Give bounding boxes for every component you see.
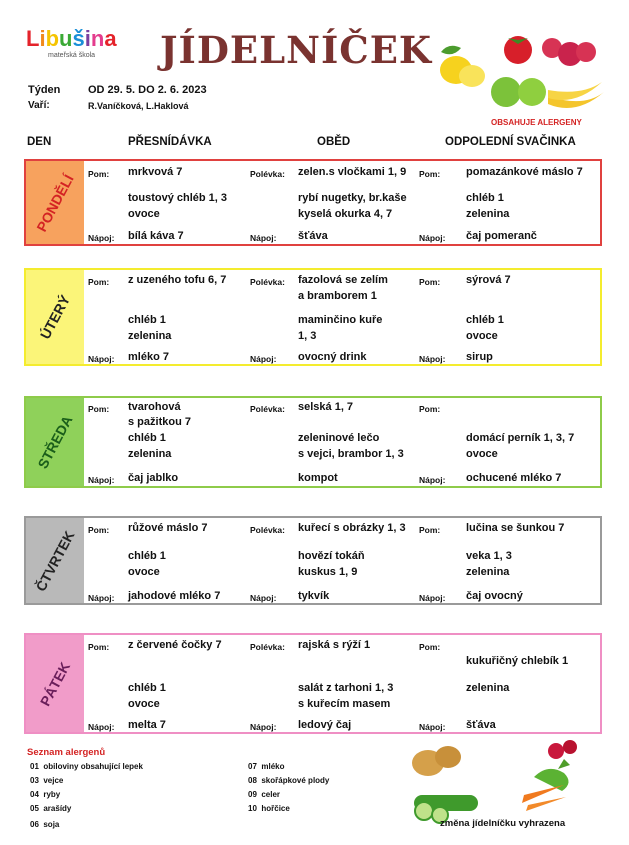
pom-label: Pom:: [419, 277, 441, 287]
day-name: PÁTEK: [36, 658, 74, 709]
day-band: [26, 398, 84, 486]
vegetables-illustration: [404, 737, 604, 827]
breakfast-drink: melta 7: [128, 719, 166, 731]
allergen-code: 01: [30, 762, 39, 771]
allergen-name: mléko: [261, 762, 285, 771]
column-breakfast: PŘESNÍDÁVKA: [128, 136, 212, 148]
soup-item: fazolová se zelím: [298, 274, 388, 286]
allergen-legend-item: [248, 762, 284, 771]
allergen-code: 08: [248, 776, 257, 785]
breakfast-item: z uzeného tofu 6, 7: [128, 274, 227, 286]
soup-label: Polévka:: [250, 169, 285, 179]
allergens-note: OBSAHUJE ALERGENY: [491, 118, 582, 127]
snack-item: sýrová 7: [466, 274, 511, 286]
page-title: JÍDELNÍČEK: [160, 28, 433, 72]
logo-letter: a: [104, 26, 117, 51]
allergen-legend-item: [248, 776, 329, 785]
allergen-code: 09: [248, 790, 257, 799]
pom-label: Pom:: [419, 404, 441, 414]
lunch-item: kyselá okurka 4, 7: [298, 208, 393, 220]
breakfast-item: toustový chléb 1, 3: [128, 192, 228, 204]
allergen-code: 10: [248, 804, 257, 813]
lunch-item: hovězí tokáň: [298, 550, 365, 562]
week-label: Týden: [28, 84, 61, 96]
soup-item: zelen.s vločkami 1, 9: [298, 166, 407, 178]
drink-label: Nápoj:: [88, 233, 115, 243]
day-name: PONDĚLÍ: [33, 171, 77, 234]
snack-item: zelenina: [466, 566, 510, 578]
day-name: ÚTERÝ: [36, 292, 74, 342]
week-value: OD 29. 5. DO 2. 6. 2023: [88, 84, 207, 96]
pom-label: Pom:: [88, 404, 110, 414]
snack-drink: sirup: [466, 351, 493, 363]
column-lunch: OBĚD: [317, 136, 351, 148]
drink-label: Nápoj:: [419, 354, 446, 364]
snack-item: chléb 1: [466, 314, 504, 326]
allergen-name: skořápkové plody: [261, 776, 330, 785]
allergen-name: celer: [261, 790, 281, 799]
day-band: [26, 270, 84, 364]
lunch-item: salát z tarhoni 1, 3: [298, 682, 394, 694]
lunch-drink: ovocný drink: [298, 351, 367, 363]
snack-item: pomazánkové máslo 7: [466, 166, 583, 178]
drink-label: Nápoj:: [250, 593, 277, 603]
drink-label: Nápoj:: [250, 722, 277, 732]
breakfast-drink: jahodové mléko 7: [128, 590, 221, 602]
allergen-legend-item: [30, 762, 143, 771]
pom-label: Pom:: [88, 525, 110, 535]
drink-label: Nápoj:: [419, 593, 446, 603]
lunch-drink: tykvík: [298, 590, 330, 602]
snack-item: chléb 1: [466, 192, 504, 204]
breakfast-drink: bílá káva 7: [128, 230, 184, 242]
change-notice: změna jídelníčku vyhrazena: [440, 818, 566, 829]
breakfast-item: zelenina: [128, 330, 172, 342]
day-block-thursday: [24, 516, 602, 605]
snack-drink: čaj ovocný: [466, 590, 523, 602]
drink-label: Nápoj:: [419, 475, 446, 485]
logo-letter: i: [39, 26, 46, 51]
day-block-wednesday: [24, 396, 602, 488]
pom-label: Pom:: [419, 525, 441, 535]
snack-item: lučina se šunkou 7: [466, 522, 565, 534]
pom-label: Pom:: [88, 169, 110, 179]
drink-label: Nápoj:: [250, 354, 277, 364]
day-name: STŘEDA: [34, 412, 76, 472]
breakfast-drink: mléko 7: [128, 351, 169, 363]
pom-label: Pom:: [419, 642, 441, 652]
logo-letter: i: [84, 26, 91, 51]
allergen-name: obiloviny obsahující lepek: [43, 762, 143, 771]
lunch-item: a bramborem 1: [298, 290, 377, 302]
breakfast-item: ovoce: [128, 208, 160, 220]
pom-label: Pom:: [88, 277, 110, 287]
allergen-legend-item: [248, 804, 290, 813]
day-block-tuesday: [24, 268, 602, 366]
snack-item: ovoce: [466, 448, 498, 460]
drink-label: Nápoj:: [88, 475, 115, 485]
allergen-legend-item: [30, 820, 59, 829]
breakfast-item: ovoce: [128, 698, 160, 710]
breakfast-item: mrkvová 7: [128, 166, 183, 178]
snack-drink: ochucené mléko 7: [466, 472, 562, 484]
snack-item: kukuřičný chlebík 1: [466, 655, 569, 667]
lunch-drink: kompot: [298, 472, 338, 484]
column-day: DEN: [27, 136, 52, 148]
snack-drink: čaj pomeranč: [466, 230, 537, 242]
logo-subtitle: mateřská škola: [48, 52, 96, 59]
lunch-item: s vejci, brambor 1, 3: [298, 448, 404, 460]
allergen-legend-item: [30, 790, 60, 799]
drink-label: Nápoj:: [88, 722, 115, 732]
day-band: [26, 518, 84, 603]
breakfast-item: růžové máslo 7: [128, 522, 208, 534]
snack-item: veka 1, 3: [466, 550, 512, 562]
allergen-legend-item: [30, 776, 63, 785]
drink-label: Nápoj:: [250, 233, 277, 243]
snack-item: domácí perník 1, 3, 7: [466, 432, 575, 444]
allergen-name: vejce: [43, 776, 64, 785]
allergen-code: 06: [30, 820, 39, 829]
lunch-item: kuskus 1, 9: [298, 566, 358, 578]
soup-item: rajská s rýží 1: [298, 639, 371, 651]
allergen-name: ryby: [43, 790, 61, 799]
breakfast-item: ovoce: [128, 566, 160, 578]
allergen-code: 05: [30, 804, 39, 813]
snack-item: zelenina: [466, 682, 510, 694]
breakfast-item: s pažitkou 7: [128, 416, 191, 428]
day-block-monday: [24, 159, 602, 246]
breakfast-item: chléb 1: [128, 682, 166, 694]
breakfast-item: z červené čočky 7: [128, 639, 222, 651]
lunch-drink: ledový čaj: [298, 719, 352, 731]
soup-label: Polévka:: [250, 525, 285, 535]
column-snack: ODPOLEDNÍ SVAČINKA: [445, 136, 576, 148]
logo-letter: u: [59, 26, 73, 51]
allergen-code: 03: [30, 776, 39, 785]
logo-letter: n: [90, 26, 105, 51]
lunch-item: s kuřecím masem: [298, 698, 391, 710]
snack-item: zelenina: [466, 208, 510, 220]
soup-label: Polévka:: [250, 642, 285, 652]
day-block-friday: [24, 633, 602, 734]
lunch-drink: šťáva: [298, 230, 328, 242]
school-logo: [26, 26, 117, 52]
soup-item: kuřecí s obrázky 1, 3: [298, 522, 406, 534]
day-name: ČTVRTEK: [32, 527, 78, 594]
drink-label: Nápoj:: [88, 593, 115, 603]
lunch-item: zeleninové lečo: [298, 432, 380, 444]
allergen-name: arašídy: [43, 804, 72, 813]
lunch-item: maminčino kuře: [298, 314, 383, 326]
pom-label: Pom:: [88, 642, 110, 652]
allergen-code: 07: [248, 762, 257, 771]
allergen-legend-item: [248, 790, 280, 799]
snack-drink: šťáva: [466, 719, 496, 731]
logo-letter: b: [45, 26, 60, 51]
day-band: [26, 635, 84, 732]
lunch-item: rybí nugetky, br.kaše: [298, 192, 407, 204]
breakfast-item: tvarohová: [128, 401, 181, 413]
cooks-value: R.Vaníčková, L.Haklová: [88, 101, 189, 111]
logo-letter: L: [26, 26, 40, 51]
allergen-name: soja: [43, 820, 60, 829]
snack-item: ovoce: [466, 330, 498, 342]
soup-label: Polévka:: [250, 404, 285, 414]
soup-item: selská 1, 7: [298, 401, 354, 413]
allergen-name: hořčice: [261, 804, 290, 813]
lunch-item: 1, 3: [298, 330, 317, 342]
breakfast-item: chléb 1: [128, 314, 166, 326]
pom-label: Pom:: [419, 169, 441, 179]
breakfast-item: chléb 1: [128, 432, 166, 444]
fruit-illustration: [436, 30, 606, 114]
cooks-label: Vaří:: [28, 100, 50, 111]
breakfast-item: zelenina: [128, 448, 172, 460]
allergen-legend-title: Seznam alergenů: [27, 747, 106, 758]
drink-label: Nápoj:: [419, 722, 446, 732]
drink-label: Nápoj:: [419, 233, 446, 243]
breakfast-item: chléb 1: [128, 550, 166, 562]
day-band: [26, 161, 84, 244]
allergen-code: 04: [30, 790, 39, 799]
soup-label: Polévka:: [250, 277, 285, 287]
breakfast-drink: čaj jablko: [128, 472, 179, 484]
drink-label: Nápoj:: [88, 354, 115, 364]
allergen-legend-item: [30, 804, 71, 813]
logo-letter: š: [72, 26, 85, 51]
